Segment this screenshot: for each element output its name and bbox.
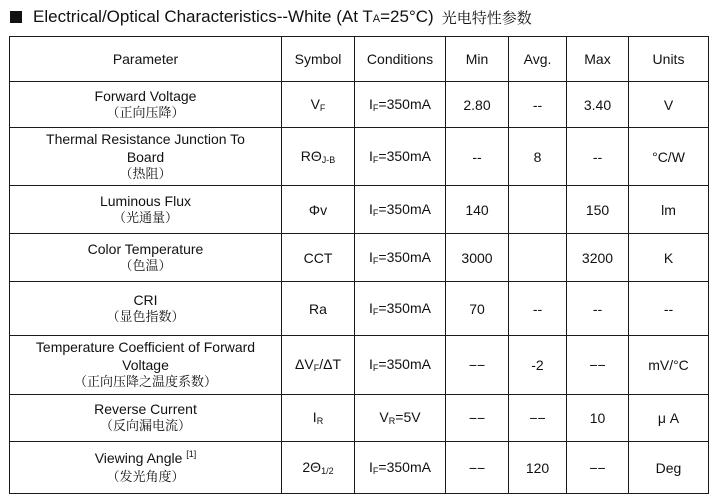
table-row <box>10 336 709 395</box>
avg-cell <box>509 186 567 234</box>
avg-cell: 8 <box>509 128 567 186</box>
avg-cell <box>509 234 567 282</box>
max-cell: -- <box>567 282 629 336</box>
min-cell: -- <box>446 128 509 186</box>
parameter-cell: Thermal Resistance Junction To Board （热阻） <box>10 128 282 186</box>
units-cell: °C/W <box>629 128 709 186</box>
symbol-cell: $R\Theta_{J-B}$ <box>282 128 355 186</box>
max-cell: 10 <box>567 395 629 442</box>
min-cell: 2.80 <box>446 82 509 128</box>
parameter-cell: Temperature Coefficient of Forward Voltage （正向压降之温度系数） <box>10 336 282 395</box>
min-cell: −− <box>446 336 509 395</box>
section-heading <box>10 4 532 30</box>
header-min: Min <box>446 37 509 82</box>
symbol-cell: $2\Theta_{1/2}$ <box>282 442 355 494</box>
avg-cell: 120 <box>509 442 567 494</box>
conditions-cell: $I_F=350mA$ <box>355 234 446 282</box>
symbol-cell: CCT <box>282 234 355 282</box>
units-cell: V <box>629 82 709 128</box>
parameter-cell: Luminous Flux （光通量） <box>10 186 282 234</box>
max-cell: -- <box>567 128 629 186</box>
heading-title: Electrical/Optical Characteristics--White (At TA=25°C) <box>33 7 434 26</box>
table-row <box>10 82 709 128</box>
parameter-cell: Color Temperature （色温） <box>10 234 282 282</box>
header-units: Units <box>629 37 709 82</box>
symbol-cell: $V_F$ <box>282 82 355 128</box>
min-cell: 140 <box>446 186 509 234</box>
conditions-cell: $I_F=350mA$ <box>355 282 446 336</box>
header-parameter: Parameter <box>10 37 282 82</box>
max-cell: −− <box>567 442 629 494</box>
max-cell: −− <box>567 336 629 395</box>
table-row <box>10 186 709 234</box>
heading-title-cn: 光电特性参数 <box>441 8 532 27</box>
units-cell: Deg <box>629 442 709 494</box>
header-max: Max <box>567 37 629 82</box>
square-bullet-icon <box>10 11 22 23</box>
symbol-cell: Ra <box>282 282 355 336</box>
min-cell: 70 <box>446 282 509 336</box>
min-cell: −− <box>446 395 509 442</box>
units-cell: K <box>629 234 709 282</box>
avg-cell: −− <box>509 395 567 442</box>
parameter-cell: Reverse Current （反向漏电流） <box>10 395 282 442</box>
min-cell: −− <box>446 442 509 494</box>
header-conditions: Conditions <box>355 37 446 82</box>
units-cell: -- <box>629 282 709 336</box>
header-avg: Avg. <box>509 37 567 82</box>
table-row <box>10 234 709 282</box>
max-cell: 3200 <box>567 234 629 282</box>
parameter-cell: Forward Voltage （正向压降） <box>10 82 282 128</box>
max-cell: 150 <box>567 186 629 234</box>
footnote-ref: [1] <box>186 448 197 459</box>
units-cell: μ A <box>629 395 709 442</box>
conditions-cell: $V_R=5V$ <box>355 395 446 442</box>
table-row <box>10 442 709 494</box>
symbol-cell: Φv <box>282 186 355 234</box>
units-cell: lm <box>629 186 709 234</box>
table-row <box>10 128 709 186</box>
header-symbol: Symbol <box>282 37 355 82</box>
conditions-cell: $I_F=350mA$ <box>355 336 446 395</box>
table-row <box>10 395 709 442</box>
avg-cell: -2 <box>509 336 567 395</box>
conditions-cell: $I_F=350mA$ <box>355 128 446 186</box>
conditions-cell: $I_F=350mA$ <box>355 186 446 234</box>
conditions-cell: $I_F=350mA$ <box>355 442 446 494</box>
min-cell: 3000 <box>446 234 509 282</box>
table-row <box>10 282 709 336</box>
characteristics-table <box>9 36 709 494</box>
max-cell: 3.40 <box>567 82 629 128</box>
parameter-cell: CRI （显色指数） <box>10 282 282 336</box>
symbol-cell: $\Delta V_F/\Delta T$ <box>282 336 355 395</box>
units-cell: mV/°C <box>629 336 709 395</box>
avg-cell: -- <box>509 282 567 336</box>
avg-cell: -- <box>509 82 567 128</box>
conditions-cell: $I_F=350mA$ <box>355 82 446 128</box>
symbol-cell: $I_R$ <box>282 395 355 442</box>
table-header-row <box>10 37 709 82</box>
parameter-cell: Viewing Angle [1] （发光角度） <box>10 442 282 494</box>
